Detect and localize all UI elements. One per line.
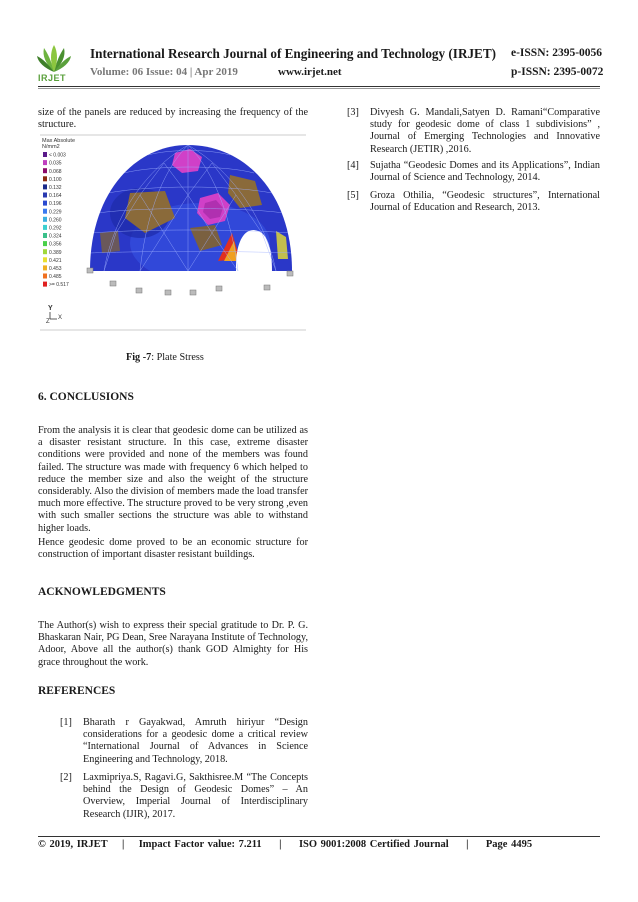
logo-text: IRJET [38, 73, 67, 83]
legend-value: 0.196 [49, 201, 62, 208]
conclusions-paragraph-1: From the analysis it is clear that geodesic dome can be utilized as a disaster resistant structure. In this case, extreme disaster conditions were provided and none of the members was found failed. The structure was made with frequency 6 which helped to reduce the member size and also the weight of the structure considerably. Also the division of members made the load transfer much more effective. The structure proved to be very strong ,even with such smaller sections the structure was able to withstand higher loads. [38, 425, 308, 534]
legend-value: 0.229 [49, 209, 62, 216]
plate-stress-figure [40, 133, 306, 332]
legend-swatch [43, 160, 47, 165]
legend-swatch [43, 282, 47, 287]
acknowledgments-heading: ACKNOWLEDGMENTS [38, 586, 166, 598]
legend-value: 0.453 [49, 266, 62, 272]
legend-swatch [43, 225, 47, 230]
legend-value: < 0.003 [49, 152, 66, 159]
legend-swatch [43, 184, 47, 189]
header-rule-thin [38, 88, 600, 89]
footer-separator: | [121, 839, 125, 850]
reference-number: [1] [60, 717, 72, 728]
legend-value: 0.324 [49, 233, 62, 240]
references-heading: REFERENCES [38, 685, 116, 697]
legend-swatch [43, 176, 47, 181]
legend-value: 0.292 [49, 225, 62, 232]
reference-number: [2] [60, 772, 72, 783]
legend-value: 0.100 [49, 176, 62, 183]
axis-y-label: Y [48, 305, 53, 312]
legend-value: 0.068 [49, 168, 62, 175]
footer-iso: ISO 9001:2008 Certified Journal [298, 839, 449, 850]
legend-value: 0.421 [49, 257, 62, 264]
legend-swatch [43, 241, 47, 246]
plate-stress-figure-svg [40, 133, 306, 332]
conclusions-heading: 6. CONCLUSIONS [38, 391, 134, 403]
footer-rule [38, 836, 600, 837]
legend-value: 0.389 [49, 249, 62, 256]
legend-title: Max Absolute [42, 138, 76, 144]
legend-swatch [43, 249, 47, 254]
caption-label: Fig -7 [126, 352, 152, 363]
intro-paragraph: size of the panels are reduced by increasing the frequency of the structure. [38, 107, 308, 131]
footer-impact-factor: Impact Factor value: 7.211 [138, 839, 262, 850]
reference-number: [4] [347, 160, 359, 171]
axis-z-label: Z [46, 319, 50, 325]
footer-page-number: Page 4495 [485, 839, 533, 850]
legend-swatch [43, 152, 47, 157]
legend-swatch [43, 168, 47, 173]
legend-swatch [43, 193, 47, 198]
reference-text: Groza Othilia, “Geodesic structures”, International Journal of Education and Research, 2013. [370, 190, 600, 214]
issue-info: Volume: 06 Issue: 04 | Apr 2019 [90, 66, 238, 78]
legend-swatch [43, 265, 47, 270]
reference-item [60, 772, 308, 824]
reference-item [347, 190, 600, 216]
footer [38, 839, 532, 850]
legend-value: 0.260 [49, 217, 62, 224]
reference-number: [3] [347, 107, 359, 118]
footer-separator: | [279, 839, 282, 850]
legend-swatch [43, 201, 47, 206]
legend-swatch [43, 257, 47, 262]
legend-value: 0.356 [49, 241, 62, 248]
legend-value: >= 0.517 [49, 282, 69, 289]
legend-value: 0.164 [49, 193, 62, 200]
figure-caption [126, 352, 204, 363]
legend-swatch [43, 274, 47, 279]
acknowledgments-paragraph: The Author(s) wish to express their special gratitude to Dr. P. G. Bhaskaran Nair, PG Dean, Sree Narayana Institute of Technology, Adoor, Above all the author(s) thank GOD Almighty for His grace throughout the work. [38, 620, 308, 668]
website-link[interactable]: www.irjet.net [278, 66, 342, 78]
reference-text: Divyesh G. Mandali,Satyen D. Ramani“Comparative study for geodesic dome of class 1 subdivisions” , Journal of Emerging Technologies and Innovative Research (JETIR) ,2016. [370, 107, 600, 155]
caption-text: : Plate Stress [151, 352, 204, 363]
p-issn: p-ISSN: 2395-0072 [511, 66, 604, 78]
header-rule [38, 86, 600, 87]
reference-number: [5] [347, 190, 359, 201]
reference-item [347, 107, 600, 159]
legend-value: 0.132 [49, 185, 62, 191]
reference-item [60, 717, 308, 769]
legend-swatch [43, 233, 47, 238]
footer-copyright: © 2019, IRJET [38, 839, 108, 850]
legend-value: 0.035 [49, 160, 62, 167]
reference-text: Sujatha “Geodesic Domes and its Applications”, Indian Journal of Science and Technology, 2014. [370, 160, 600, 184]
axis-x-label: X [58, 315, 63, 321]
legend-swatch [43, 209, 47, 214]
conclusions-paragraph-2: Hence geodesic dome proved to be an economic structure for construction of important disaster resistant buildings. [38, 537, 308, 561]
legend-unit: N/mm2 [42, 144, 60, 150]
reference-text: Bharath r Gayakwad, Amruth hiriyur “Design considerations for a geodesic dome a critical review “International Journal of Advances in Science Engineering and Technology, 2018. [83, 717, 308, 765]
legend-value: 0.485 [49, 274, 62, 281]
e-issn: e-ISSN: 2395-0056 [511, 47, 603, 59]
footer-separator: | [466, 839, 469, 850]
reference-item [347, 160, 600, 186]
reference-text: Laxmipriya.S, Ragavi.G, Sakthisree.M “The Concepts behind the Design of Geodesic Domes” – An Overview, Imperial Journal of Interdisciplinary Research (IJIR), 2017. [83, 772, 308, 820]
legend-swatch [43, 217, 47, 222]
journal-title: International Research Journal of Engineering and Technology (IRJET) [90, 46, 497, 61]
